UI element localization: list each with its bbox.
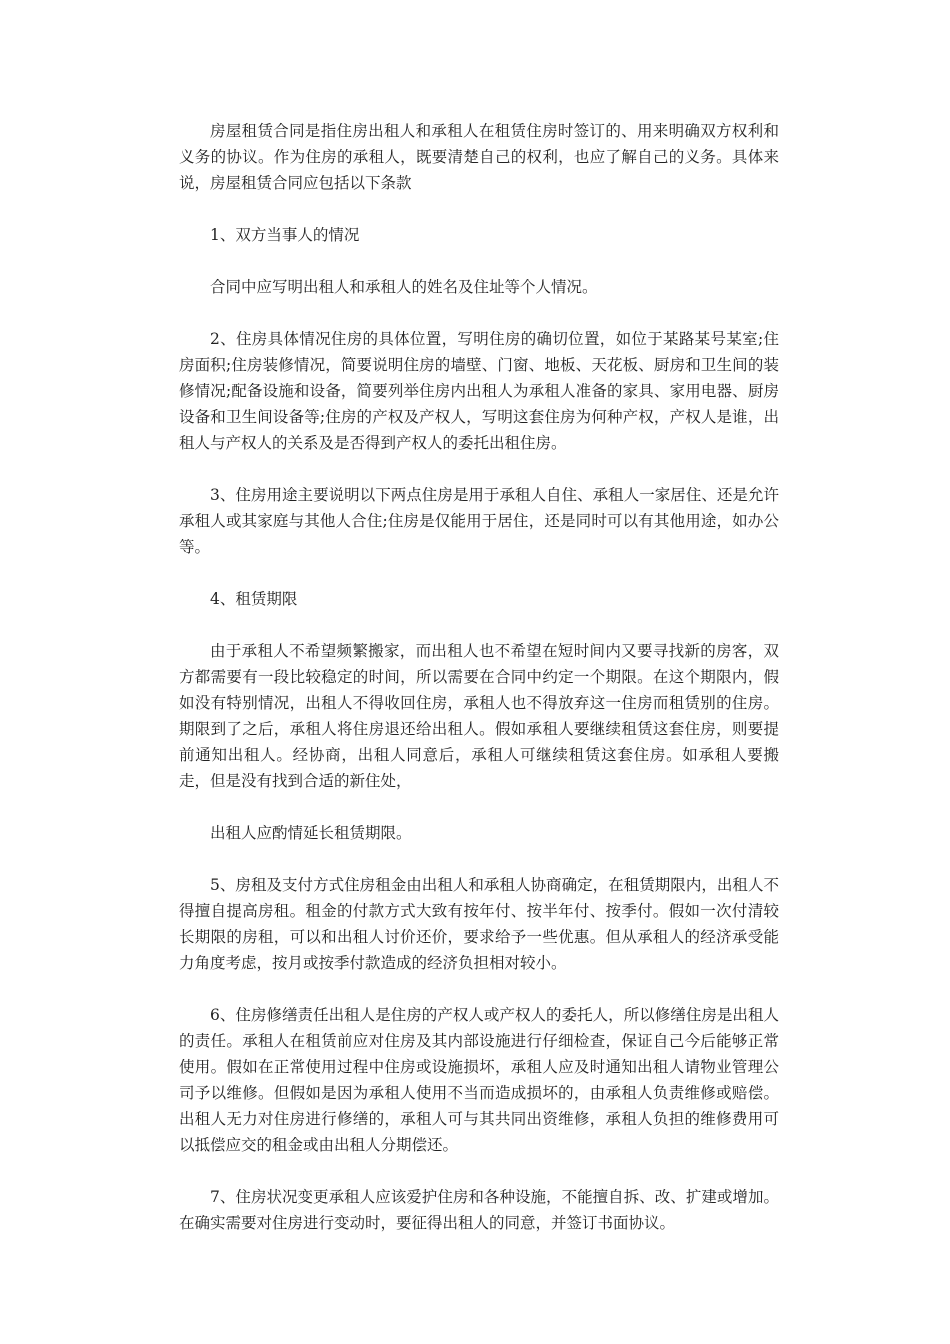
clause-4-heading: 4、租赁期限 — [210, 590, 298, 608]
clause-7-text: 7、住房状况变更承租人应该爱护住房和各种设施，不能擅自拆、改、扩建或增加。在确实需要对住房进行变动时，要征得出租人的同意，并签订书面协议。 — [179, 1188, 779, 1232]
clause-4-continuation: 出租人应酌情延长租赁期限。 — [210, 824, 412, 842]
clause-1-heading: 1、双方当事人的情况 — [210, 226, 360, 244]
clause-3-text: 3、住房用途主要说明以下两点住房是用于承租人自住、承租人一家居住、还是允许承租人或其家庭与其他人合住;住房是仅能用于居住，还是同时可以有其他用途，如办公等。 — [179, 486, 779, 556]
clause-6-text: 6、住房修缮责任出租人是住房的产权人或产权人的委托人，所以修缮住房是出租人的责任。承租人在租赁前应对住房及其内部设施进行仔细检查，保证自己今后能够正常使用。假如在正常使用过程中住房或设施损坏，承租人应及时通知出租人请物业管理公司予以维修。但假如是因为承租人使用不当而造成损坏的，由承租人负责维修或赔偿。出租人无力对住房进行修缮的，承租人可与其共同出资维修，承租人负担的维修费用可以抵偿应交的租金或由出租人分期偿还。 — [179, 1006, 779, 1154]
clause-4-text: 由于承租人不希望频繁搬家，而出租人也不希望在短时间内又要寻找新的房客，双方都需要有一段比较稳定的时间，所以需要在合同中约定一个期限。在这个期限内，假如没有特别情况，出租人不得收回住房，承租人也不得放弃这一住房而租赁别的住房。期限到了之后，承租人将住房退还给出租人。假如承租人要继续租赁这套住房，则要提前通知出租人。经协商，出租人同意后，承租人可继续租赁这套住房。如承租人要搬走，但是没有找到合适的新住处， — [179, 642, 779, 790]
intro-paragraph: 房屋租赁合同是指住房出租人和承租人在租赁住房时签订的、用来明确双方权利和义务的协议。作为住房的承租人，既要清楚自己的权利，也应了解自己的义务。具体来说，房屋租赁合同应包括以下条款 — [179, 122, 779, 192]
clause-5-text: 5、房租及支付方式住房租金由出租人和承租人协商确定，在租赁期限内，出租人不得擅自提高房租。租金的付款方式大致有按年付、按半年付、按季付。假如一次付清较长期限的房租，可以和出租人讨价还价，要求给予一些优惠。但从承租人的经济承受能力角度考虑，按月或按季付款造成的经济负担相对较小。 — [179, 876, 779, 972]
document-body — [179, 118, 779, 1262]
clause-1-text: 合同中应写明出租人和承租人的姓名及住址等个人情况。 — [210, 278, 598, 296]
clause-2-text: 2、住房具体情况住房的具体位置，写明住房的确切位置，如位于某路某号某室;住房面积;住房装修情况，简要说明住房的墙壁、门窗、地板、天花板、厨房和卫生间的装修情况;配备设施和设备，简要列举住房内出租人为承租人准备的家具、家用电器、厨房设备和卫生间设备等;住房的产权及产权人，写明这套住房为何种产权，产权人是谁，出租人与产权人的关系及是否得到产权人的委托出租住房。 — [179, 330, 779, 452]
